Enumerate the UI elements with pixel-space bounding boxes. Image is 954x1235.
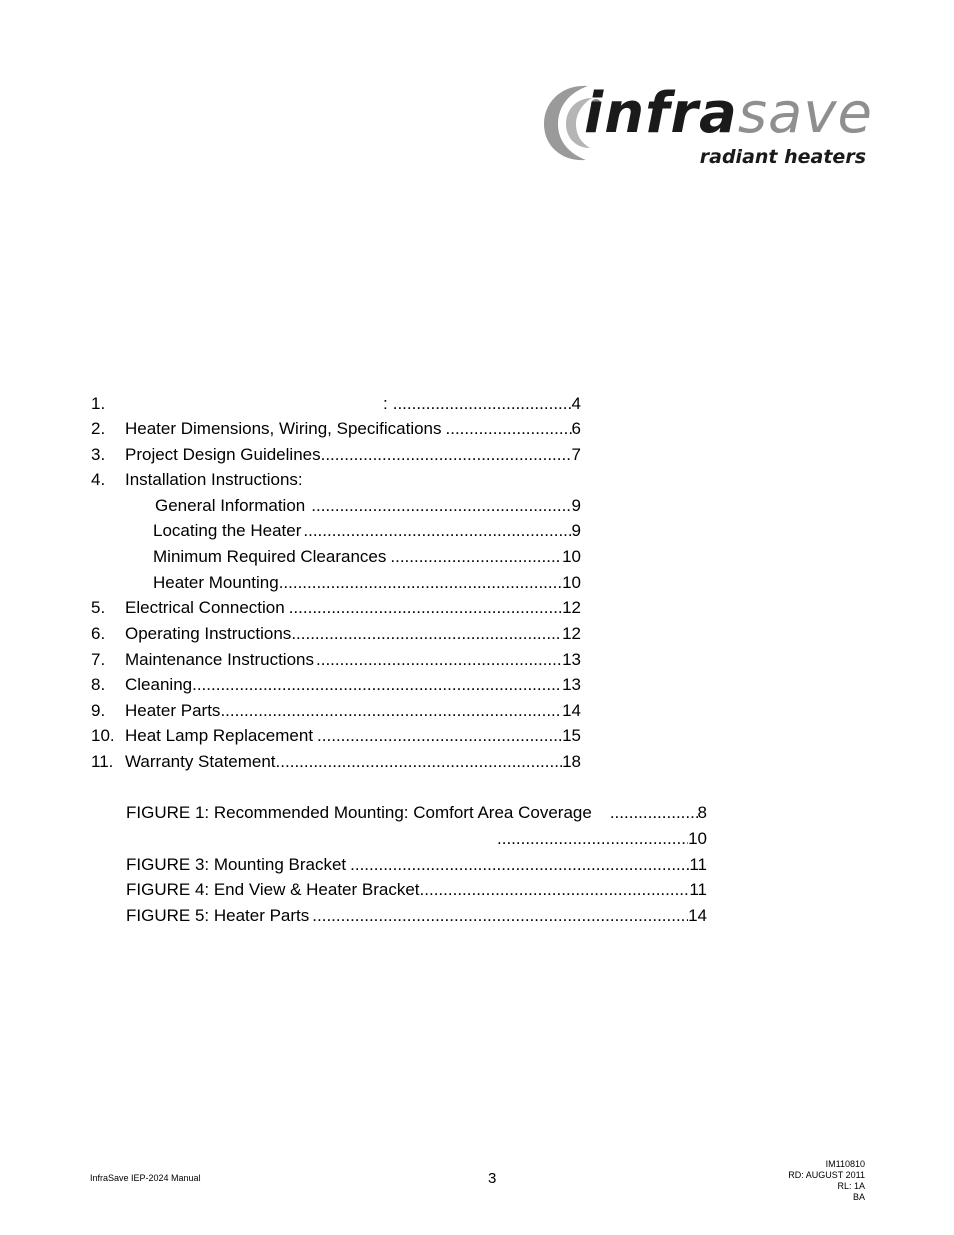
toc-entry-7: 7. Maintenance Instructions ..... 13 [91, 649, 581, 671]
logo-tagline: radiant heaters [699, 146, 866, 168]
toc-subentry-minimum-clearances: Minimum Required Clearances ..... 10 [153, 546, 581, 568]
toc-subentry-general-information: General Information ..... 9 [155, 495, 581, 517]
figure-entry-2: ..... 10 [497, 828, 707, 850]
toc-entry-11: 11. Warranty Statement ..... 18 [91, 751, 581, 773]
footer-doc-id: IM110810 [825, 1159, 865, 1169]
figure-entry-4: FIGURE 4: End View & Heater Bracket ..... 11 [126, 879, 707, 901]
toc-subentry-locating-heater: Locating the Heater ..... 9 [153, 520, 581, 542]
figure-entry-1: FIGURE 1: Recommended Mounting: Comfort Area Coverage ..... 8 [126, 802, 707, 824]
toc-entry-1: 1. : ..... 4 [91, 393, 581, 415]
toc-entry-5: 5. Electrical Connection ..... 12 [91, 597, 581, 619]
toc-entry-2: 2. Heater Dimensions, Wiring, Specifications ..... 6 [91, 418, 581, 440]
footer-revision-date: RD: AUGUST 2011 [788, 1170, 865, 1180]
logo-wordmark: infrasave [584, 81, 873, 146]
toc-entry-6: 6. Operating Instructions ..... 12 [91, 623, 581, 645]
footer-initials: BA [852, 1192, 865, 1202]
toc-entry-3: 3. Project Design Guidelines ..... 7 [91, 444, 581, 466]
toc-entry-9: 9. Heater Parts ..... 14 [91, 700, 581, 722]
footer-page-number: 3 [488, 1170, 497, 1187]
infrasave-logo [540, 80, 873, 172]
figure-entry-5: FIGURE 5: Heater Parts ..... 14 [126, 905, 707, 927]
toc-subentry-heater-mounting: Heater Mounting ..... 10 [153, 572, 581, 594]
toc-entry-4: 4. Installation Instructions: [91, 470, 303, 489]
footer-doc-info [788, 1159, 865, 1203]
figure-entry-3: FIGURE 3: Mounting Bracket ..... 11 [126, 854, 707, 876]
toc-entry-8: 8. Cleaning ..... 13 [91, 674, 581, 696]
toc-entry-10: 10. Heat Lamp Replacement ..... 15 [91, 725, 581, 747]
footer-manual-name: InfraSave IEP-2024 Manual [90, 1173, 201, 1183]
footer-revision-level: RL: 1A [837, 1181, 865, 1191]
